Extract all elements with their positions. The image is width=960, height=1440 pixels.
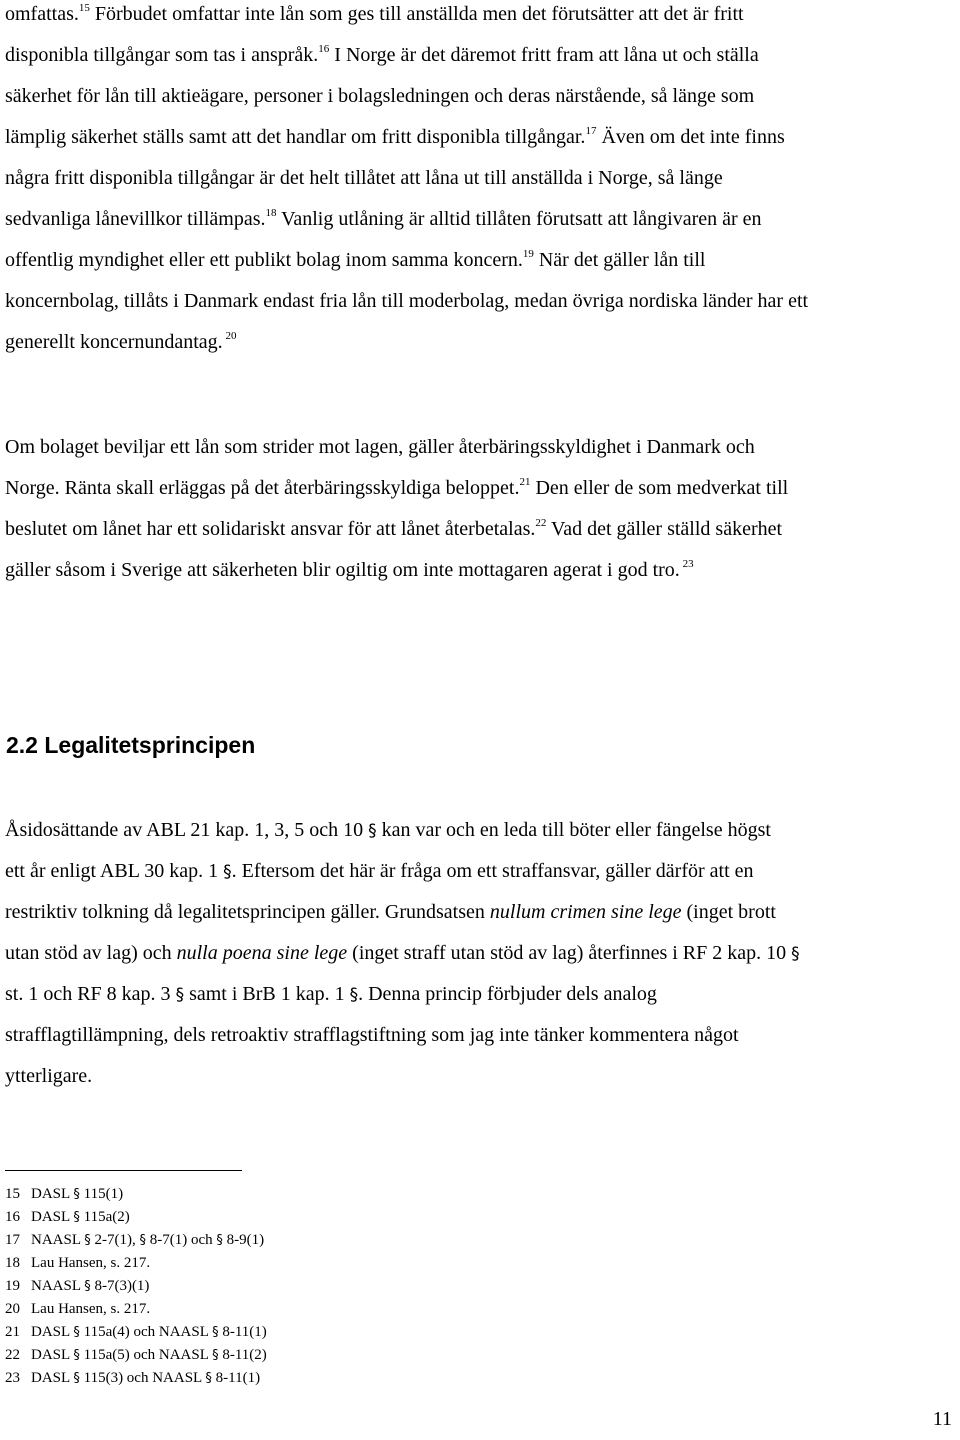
section-sign: §: [73, 1187, 80, 1202]
text-run: Vad det gäller ställd säkerhet: [546, 518, 783, 540]
section-sign: §: [73, 1348, 80, 1363]
text-run: 8-11(1): [211, 1370, 261, 1386]
text-run: 115(1): [79, 1186, 124, 1202]
text-run: 115a(4) och NAASL: [79, 1324, 213, 1340]
text-run: omfattas.: [5, 3, 79, 25]
page-number: 11: [932, 1408, 952, 1430]
section-sign: §: [73, 1210, 80, 1225]
footnote-ref: 15: [78, 2, 90, 14]
text-line: [5, 199, 808, 240]
footnote-number: 23: [5, 1370, 20, 1386]
text-run: lämplig säkerhet ställs samt att det handlar om fritt disponibla tillgångar.: [5, 126, 586, 148]
text-run: ett år enligt ABL 30 kap. 1: [5, 860, 224, 882]
text-run: (inget straff utan stöd av lag) återfinnes i RF 2 kap. 10: [347, 942, 792, 964]
text-line: [5, 1015, 800, 1056]
footnote-ref: 18: [265, 207, 277, 219]
text-run: 115a(5) och NAASL: [79, 1347, 213, 1363]
text-line: [5, 509, 788, 550]
text-run: utan stöd av lag) och: [5, 942, 177, 964]
section-sign: §: [73, 1371, 80, 1386]
footnote-ref: 22: [535, 517, 547, 529]
footnote: [5, 1344, 267, 1367]
text-run: 8-9(1): [222, 1232, 265, 1248]
text-run: 8-11(2): [218, 1347, 267, 1363]
footnote-number: 21: [5, 1324, 20, 1340]
text-run: DASL: [31, 1347, 74, 1363]
section-sign: §: [175, 985, 185, 1005]
text-run: 8-7(3)(1): [90, 1278, 150, 1294]
text-line: [5, 322, 808, 363]
text-run: I Norge är det däremot fritt fram att låna ut och ställa: [329, 44, 759, 66]
footnote-number: 20: [5, 1301, 20, 1317]
section-sign: §: [84, 1279, 91, 1294]
section-sign: §: [216, 1233, 223, 1248]
text-line: [5, 1056, 800, 1097]
italic-term: nullum crimen sine lege: [489, 901, 682, 923]
section-sign: §: [205, 1371, 212, 1386]
footnote: [5, 1206, 267, 1229]
text-line: [5, 810, 800, 851]
text-line: [5, 0, 808, 35]
text-run: När det gäller lån till: [533, 249, 706, 271]
text-run: 115a(2): [79, 1209, 130, 1225]
footnote-ref: 16: [318, 43, 330, 55]
text-run: . Denna princip förbjuder dels analog: [358, 983, 657, 1005]
footnote-ref: 23: [679, 558, 694, 570]
text-run: Norge. Ränta skall erläggas på det återbäringsskyldiga beloppet.: [5, 477, 520, 499]
body-paragraph-2: [5, 427, 788, 591]
text-line: [5, 468, 788, 509]
footnote: [5, 1321, 267, 1344]
section-sign: §: [84, 1233, 91, 1248]
italic-term: nulla poena sine lege: [176, 942, 348, 964]
text-run: . Eftersom det här är fråga om ett straffansvar, gäller därför att en: [231, 860, 754, 882]
footnote-separator: [5, 1170, 242, 1171]
section-sign: §: [73, 1325, 80, 1340]
footnote-number: 15: [5, 1186, 20, 1202]
text-line: [5, 35, 808, 76]
text-run: säkerhet för lån till aktieägare, personer i bolagsledningen och deras närstående, så länge som: [5, 85, 755, 107]
footnotes: [5, 1183, 267, 1390]
text-line: [5, 892, 800, 933]
text-line: [5, 281, 808, 322]
text-run: DASL: [31, 1186, 74, 1202]
text-run: Om bolaget beviljar ett lån som strider mot lagen, gäller återbäringsskyldighet i Danmark och: [5, 436, 755, 458]
text-run: Åsidosättande av ABL 21 kap. 1, 3, 5 och 10: [5, 819, 369, 841]
text-run: några fritt disponibla tillgångar är det helt tillåtet att låna ut till anställda i Norge, så länge: [5, 167, 723, 189]
footnote: [5, 1298, 267, 1321]
text-run: Även om det inte finns: [596, 126, 785, 148]
text-run: offentlig myndighet eller ett publikt bolag inom samma koncern.: [5, 249, 523, 271]
footnote: [5, 1252, 267, 1275]
section-sign: §: [791, 944, 800, 964]
body-paragraph-3: [5, 810, 800, 1097]
text-run: disponibla tillgångar som tas i anspråk.: [5, 44, 319, 66]
body-paragraph-1: [5, 0, 808, 363]
footnote-ref: 17: [585, 125, 597, 137]
text-run: 2-7(1),: [90, 1232, 140, 1248]
text-run: Vanlig utlåning är alltid tillåten förutsatt att långivaren är en: [276, 208, 762, 230]
section-sign: §: [368, 821, 377, 841]
text-run: Lau Hansen, s. 217.: [31, 1255, 151, 1271]
text-run: (inget brott: [681, 901, 776, 923]
section-sign: §: [349, 985, 359, 1005]
section-sign: §: [212, 1325, 219, 1340]
footnote-number: 17: [5, 1232, 20, 1248]
text-run: DASL: [31, 1370, 74, 1386]
footnote: [5, 1183, 267, 1206]
text-run: koncernbolag, tillåts i Danmark endast fria lån till moderbolag, medan övriga nordiska länder har ett: [5, 290, 809, 312]
text-run: kan var och en leda till böter eller fängelse högst: [376, 819, 771, 841]
text-run: Lau Hansen, s. 217.: [31, 1301, 151, 1317]
text-run: 8-11(1): [218, 1324, 267, 1340]
footnote-number: 19: [5, 1278, 20, 1294]
section-sign: §: [212, 1348, 219, 1363]
footnote-number: 16: [5, 1209, 20, 1225]
text-run: NAASL: [31, 1232, 85, 1248]
section-sign: §: [139, 1233, 146, 1248]
text-run: 115(3) och NAASL: [79, 1370, 206, 1386]
text-run: strafflagtillämpning, dels retroaktiv strafflagstiftning som jag inte tänker kommentera något: [5, 1024, 739, 1046]
text-run: NAASL: [31, 1278, 85, 1294]
footnote: [5, 1367, 267, 1390]
text-line: [5, 427, 788, 468]
text-run: beslutet om lånet har ett solidariskt ansvar för att lånet återbetalas.: [5, 518, 536, 540]
section-sign: §: [223, 862, 232, 882]
text-line: [5, 550, 788, 591]
text-line: [5, 851, 800, 892]
text-run: sedvanliga lånevillkor tillämpas.: [5, 208, 266, 230]
text-run: DASL: [31, 1324, 74, 1340]
text-line: [5, 76, 808, 117]
text-line: [5, 117, 808, 158]
text-run: DASL: [31, 1209, 74, 1225]
text-run: Förbudet omfattar inte lån som ges till anställda men det förutsätter att det är fritt: [89, 3, 744, 25]
footnote-ref: 21: [519, 476, 531, 488]
text-run: gäller såsom i Sverige att säkerheten blir ogiltig om inte mottagaren agerat i god tro.: [5, 559, 680, 581]
text-line: [5, 240, 808, 281]
text-line: [5, 158, 808, 199]
footnote-number: 18: [5, 1255, 20, 1271]
footnote-number: 22: [5, 1347, 20, 1363]
footnote: [5, 1229, 267, 1252]
section-heading: 2.2 Legalitetsprincipen: [6, 732, 256, 758]
text-line: [5, 974, 800, 1015]
text-run: generellt koncernundantag.: [5, 331, 223, 353]
footnote: [5, 1275, 267, 1298]
text-run: Den eller de som medverkat till: [530, 477, 789, 499]
text-run: samt i BrB 1 kap. 1: [184, 983, 350, 1005]
text-run: restriktiv tolkning då legalitetsprincipen gäller. Grundsatsen: [5, 901, 490, 923]
text-run: ytterligare.: [5, 1065, 93, 1087]
text-line: [5, 933, 800, 974]
text-run: 8-7(1) och: [145, 1232, 217, 1248]
footnote-ref: 19: [522, 248, 534, 260]
text-run: st. 1 och RF 8 kap. 3: [5, 983, 176, 1005]
footnote-ref: 20: [222, 330, 237, 342]
